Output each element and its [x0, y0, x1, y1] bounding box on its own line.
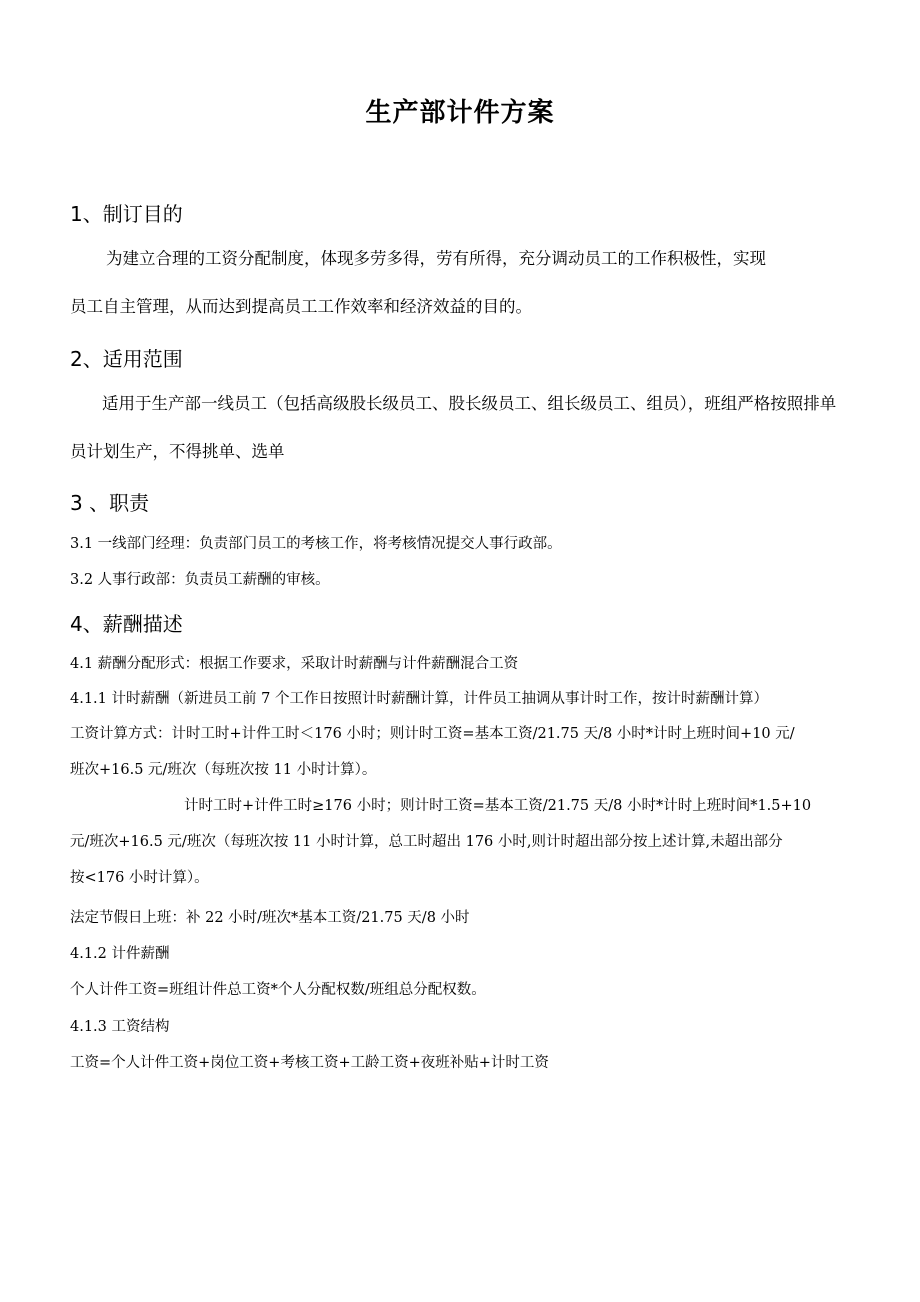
section-3-item-2: 3.2 人事行政部：负责员工薪酬的审核。 — [70, 572, 330, 588]
wage-structure-formula: 工资=个人计件工资+岗位工资+考核工资+工龄工资+夜班补贴+计时工资 — [70, 1055, 549, 1071]
holiday-rule: 法定节假日上班：补 22 小时/班次*基本工资/21.75 天/8 小时 — [70, 910, 470, 926]
section-3-heading: 3 、职责 — [70, 491, 150, 515]
section-2-body — [70, 380, 852, 476]
section-1-heading: 1、制订目的 — [70, 202, 183, 226]
section-1-line-1: 为建立合理的工资分配制度，体现多劳多得，劳有所得，充分调动员工的工作积极性，实现 — [106, 249, 766, 268]
section-1-body — [70, 235, 852, 331]
calc-rule-under-176-line-1: 工资计算方式：计时工时+计件工时＜176 小时；则计时工资=基本工资/21.75 天/8 小时*计时上班时间+10 元/ — [70, 726, 795, 742]
section-4-heading: 4、薪酬描述 — [70, 612, 183, 636]
section-4-1-1: 4.1.1 计时薪酬（新进员工前 7 个工作日按照计时薪酬计算，计件员工抽调从事计时工作，按计时薪酬计算） — [70, 691, 768, 707]
section-3-item-1: 3.1 一线部门经理：负责部门员工的考核工作，将考核情况提交人事行政部。 — [70, 536, 562, 552]
calc-rule-over-176-line-3: 按<176 小时计算）。 — [70, 870, 209, 886]
calc-rule-over-176-line-1: 计时工时+计件工时≥176 小时；则计时工资=基本工资/21.75 天/8 小时*计时上班时间*1.5+10 — [184, 798, 812, 814]
section-4-1-3: 4.1.3 工资结构 — [70, 1019, 170, 1035]
calc-rule-under-176 — [70, 716, 852, 788]
section-1-line-2: 员工自主管理，从而达到提高员工工作效率和经济效益的目的。 — [70, 297, 532, 316]
page-title: 生产部计件方案 — [365, 98, 555, 128]
section-2-line-1: 适用于生产部一线员工（包括高级股长级员工、股长级员工、组长级员工、组员），班组严格按照排单 — [102, 394, 837, 413]
calc-rule-under-176-line-2: 班次+16.5 元/班次（每班次按 11 小时计算）。 — [70, 762, 377, 778]
calc-rule-over-176-line-2: 元/班次+16.5 元/班次（每班次按 11 小时计算，总工时超出 176 小时,则计时超出部分按上述计算,未超出部分 — [70, 834, 783, 850]
section-2-heading: 2、适用范围 — [70, 347, 183, 371]
section-2-line-2: 员计划生产，不得挑单、选单 — [70, 442, 285, 461]
piece-wage-formula: 个人计件工资=班组计件总工资*个人分配权数/班组总分配权数。 — [70, 982, 486, 998]
section-4-1: 4.1 薪酬分配形式：根据工作要求，采取计时薪酬与计件薪酬混合工资 — [70, 656, 519, 672]
calc-rule-over-176 — [70, 788, 852, 896]
section-4-1-2: 4.1.2 计件薪酬 — [70, 946, 170, 962]
